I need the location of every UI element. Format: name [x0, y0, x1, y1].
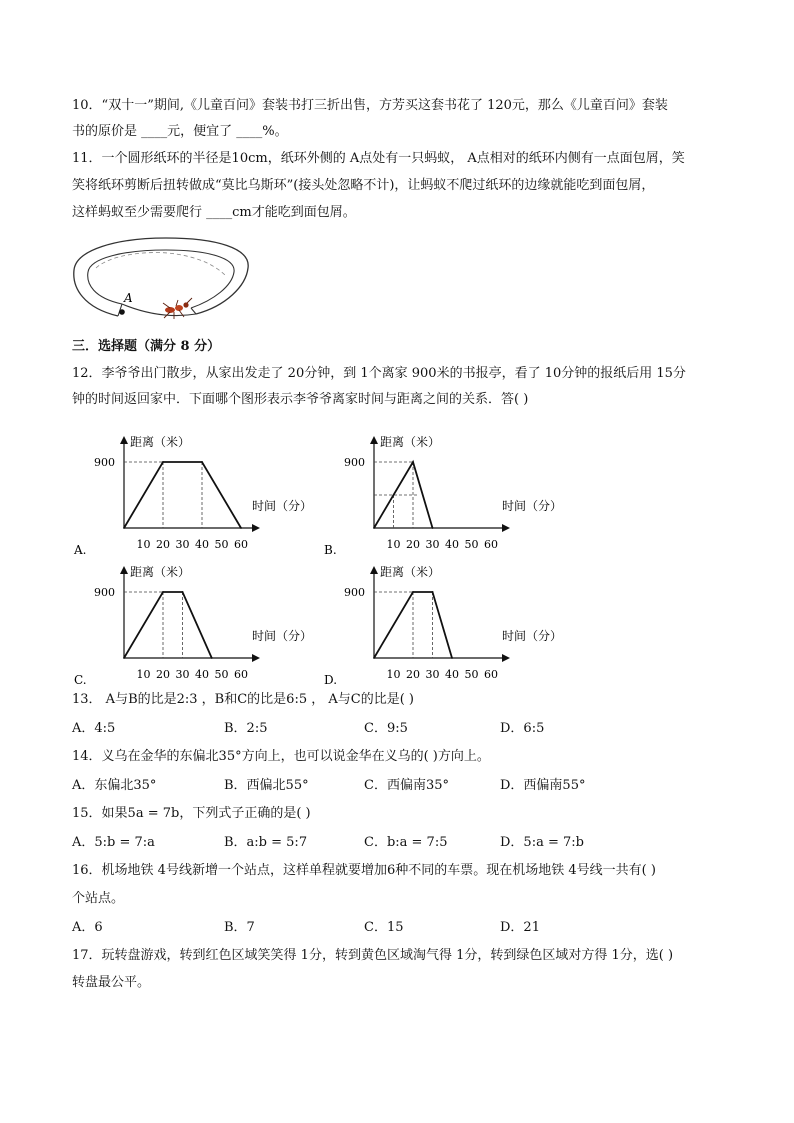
q13-option-d[interactable]: D．6:5 — [500, 721, 545, 736]
option-label: A. — [74, 543, 87, 555]
data-point — [211, 657, 213, 659]
mobius-strip-figure — [66, 228, 256, 323]
x-tick-label: 40 — [195, 538, 209, 551]
q10-line-1: 10．“双十一”期间,《儿童百问》套装书打三折出售，方芳买这套书花了 120元，那么《儿童百问》套装 — [72, 98, 668, 113]
q14-option-d[interactable]: D．西偏南55° — [500, 778, 586, 793]
q10-line-2: 书的原价是 ____元，便宜了 ____%。 — [72, 124, 288, 139]
x-tick-label: 40 — [445, 668, 459, 681]
y-axis-arrow — [120, 436, 128, 444]
x-tick-label: 40 — [195, 668, 209, 681]
y-tick-label: 900 — [94, 586, 115, 599]
x-axis-label: 时间（分） — [252, 629, 313, 643]
x-tick-label: 20 — [406, 668, 420, 681]
data-point — [240, 527, 242, 529]
y-axis-arrow — [120, 566, 128, 574]
distance-line — [124, 592, 212, 658]
x-tick-label: 30 — [175, 668, 190, 681]
y-axis-label: 距离（米） — [380, 565, 441, 579]
distance-line — [124, 462, 241, 528]
x-tick-label: 60 — [234, 668, 248, 681]
chart-option-c — [70, 560, 320, 685]
x-tick-label: 10 — [136, 668, 151, 681]
q14-option-a[interactable]: A．东偏北35° — [72, 778, 157, 793]
x-axis-arrow — [502, 654, 510, 662]
x-axis-arrow — [252, 654, 260, 662]
x-tick-label: 30 — [425, 538, 440, 551]
q11-line-1: 11．一个圆形纸环的半径是10cm，纸环外侧的 A点处有一只蚂蚁， A点相对的纸环内侧有一点面包屑，笑 — [72, 151, 685, 166]
q14-stem: 14．义乌在金华的东偏北35°方向上，也可以说金华在义乌的( )方向上。 — [72, 749, 490, 764]
x-tick-label: 20 — [156, 538, 170, 551]
x-tick-label: 50 — [464, 538, 479, 551]
chart-option-b — [320, 430, 570, 555]
data-point — [123, 657, 125, 659]
chart-option-a — [70, 420, 320, 555]
point-a-label: A — [124, 291, 133, 305]
data-point — [182, 591, 184, 593]
x-tick-label: 50 — [464, 668, 479, 681]
q16-line-2: 个站点。 — [72, 891, 125, 906]
y-axis-label: 距离（米） — [130, 435, 191, 449]
x-tick-label: 50 — [214, 538, 229, 551]
x-axis-arrow — [502, 524, 510, 532]
q13-option-a[interactable]: A．4:5 — [72, 721, 116, 736]
x-tick-label: 60 — [484, 668, 498, 681]
x-tick-label: 60 — [234, 538, 248, 551]
y-tick-label: 900 — [344, 586, 365, 599]
option-label: D. — [324, 673, 338, 685]
q15-option-c[interactable]: C．b:a = 7:5 — [364, 835, 448, 850]
x-tick-label: 10 — [386, 538, 401, 551]
x-tick-label: 30 — [425, 668, 440, 681]
chart-option-d — [320, 560, 570, 685]
q16-line-1: 16．机场地铁 4号线新增一个站点，这样单程就要增加6种不同的车票。现在机场地铁 4号线一共有( ) — [72, 863, 656, 878]
q13-stem: 13． A与B的比是2:3 ，B和C的比是6:5 ， A与C的比是( ) — [72, 692, 414, 707]
data-point — [123, 527, 125, 529]
data-point — [373, 527, 375, 529]
section-3-title: 三．选择题（满分 8 分） — [72, 339, 221, 354]
x-axis-label: 时间（分） — [252, 499, 313, 513]
q14-option-c[interactable]: C．西偏南35° — [364, 778, 449, 793]
data-point — [162, 461, 164, 463]
option-label: C. — [74, 673, 87, 685]
x-tick-label: 20 — [406, 538, 420, 551]
data-point — [432, 527, 434, 529]
q17-line-1: 17．玩转盘游戏，转到红色区域笑笑得 1分，转到黄色区域淘气得 1分，转到绿色区域对方得 1分，选( ) — [72, 948, 674, 963]
y-tick-label: 900 — [344, 456, 365, 469]
q12-line-1: 12．李爷爷出门散步，从家出发走了 20分钟，到 1个离家 900米的书报亭，看了 10分钟的报纸后用 15分 — [72, 366, 686, 381]
x-tick-label: 20 — [156, 668, 170, 681]
q13-option-b[interactable]: B．2:5 — [224, 721, 268, 736]
x-tick-label: 40 — [445, 538, 459, 551]
distance-line — [374, 462, 433, 528]
x-tick-label: 60 — [484, 538, 498, 551]
y-axis-label: 距离（米） — [130, 565, 191, 579]
x-tick-label: 10 — [136, 538, 151, 551]
y-axis-arrow — [370, 566, 378, 574]
q15-option-d[interactable]: D．5:a = 7:b — [500, 835, 584, 850]
q12-line-2: 钟的时间返回家中．下面哪个图形表示李爷爷离家时间与距离之间的关系．答( ) — [72, 392, 529, 407]
q15-option-a[interactable]: A．5:b = 7:a — [72, 835, 155, 850]
q14-option-b[interactable]: B．西偏北55° — [224, 778, 309, 793]
q16-option-c[interactable]: C．15 — [364, 920, 404, 935]
data-point — [412, 591, 414, 593]
q16-option-d[interactable]: D．21 — [500, 920, 540, 935]
x-axis-label: 时间（分） — [502, 499, 563, 513]
q15-option-b[interactable]: B．a:b = 5:7 — [224, 835, 308, 850]
q16-option-a[interactable]: A．6 — [72, 920, 103, 935]
y-tick-label: 900 — [94, 456, 115, 469]
q11-line-2: 笑将纸环剪断后扭转做成“莫比乌斯环”(接头处忽略不计)，让蚂蚁不爬过纸环的边缘就能吃到面包屑， — [72, 178, 655, 193]
q13-option-c[interactable]: C．9:5 — [364, 721, 408, 736]
data-point — [201, 461, 203, 463]
q15-stem: 15．如果5a = 7b，下列式子正确的是( ) — [72, 806, 311, 821]
x-axis-arrow — [252, 524, 260, 532]
x-tick-label: 10 — [386, 668, 401, 681]
y-axis-arrow — [370, 436, 378, 444]
data-point — [373, 657, 375, 659]
data-point — [162, 591, 164, 593]
x-axis-label: 时间（分） — [502, 629, 563, 643]
data-point — [432, 591, 434, 593]
y-axis-label: 距离（米） — [380, 435, 441, 449]
data-point — [412, 461, 414, 463]
data-point — [451, 657, 453, 659]
q17-line-2: 转盘最公平。 — [72, 975, 151, 990]
x-tick-label: 30 — [175, 538, 190, 551]
q11-line-3: 这样蚂蚁至少需要爬行 ____cm才能吃到面包屑。 — [72, 205, 356, 220]
q16-option-b[interactable]: B．7 — [224, 920, 255, 935]
x-tick-label: 50 — [214, 668, 229, 681]
option-label: B. — [324, 543, 337, 555]
